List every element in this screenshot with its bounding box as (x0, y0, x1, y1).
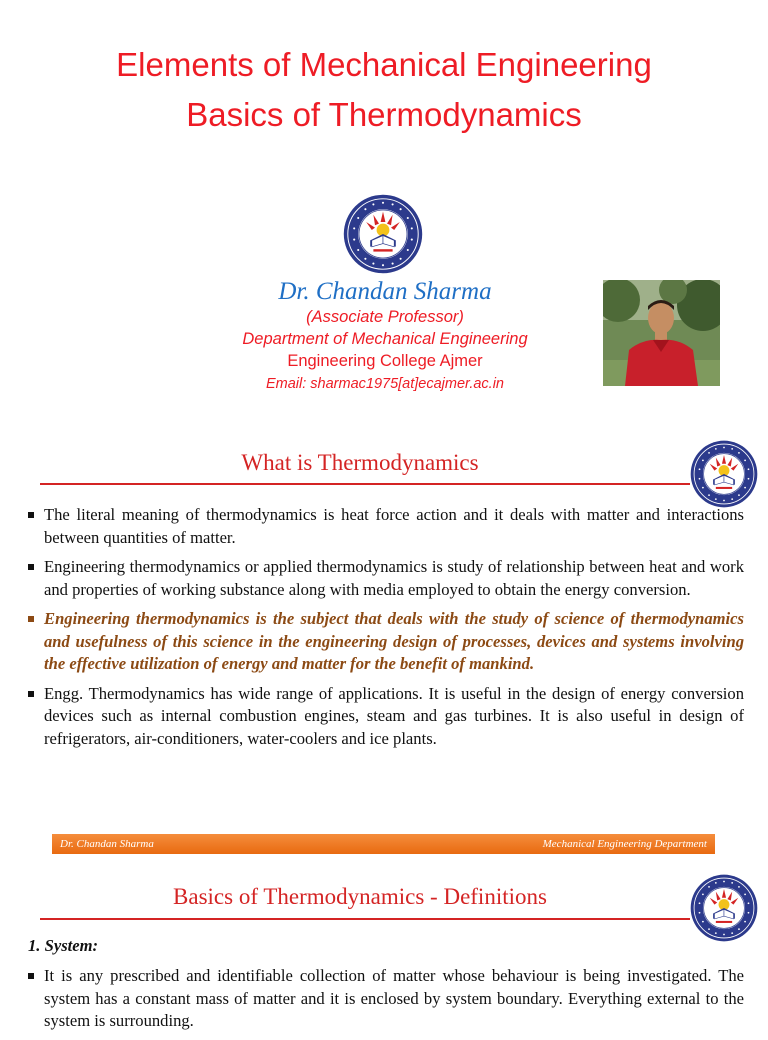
square-bullet-icon (28, 512, 34, 518)
list-item: The literal meaning of thermodynamics is heat force action and it deals with matter and interactions between quantities of matter. (28, 504, 744, 549)
definition-title: 1. System: (28, 936, 99, 955)
author-email: Email: sharmac1975[at]ecajmer.ac.in (265, 376, 504, 392)
slide-heading: Basics of Thermodynamics - Definitions (173, 884, 547, 909)
slide-heading: What is Thermodynamics (241, 450, 479, 475)
list-item: Engg. Thermodynamics has wide range of applications. It is useful in the design of energy conversion devices such as internal combustion engines, steam and gas turbines. It is also useful in design of refrigerators, air-conditioners, water-coolers and ice plants. (28, 683, 744, 751)
heading-rule (40, 483, 690, 485)
author-department: Department of Mechanical Engineering (242, 330, 528, 348)
slide-definitions (0, 864, 768, 1030)
list-item-highlighted: Engineering thermodynamics is the subject that deals with the study of science of thermodynamics and usefulness of this science in the engineering design of processes, devices and systems involving the effective utilization of energy and matter for the benefit of mankind. (28, 608, 744, 676)
college-logo (690, 440, 758, 508)
slide-footer (52, 834, 715, 854)
author-role: (Associate Professor) (306, 308, 464, 326)
square-bullet-icon (28, 616, 34, 622)
square-bullet-icon (28, 973, 34, 979)
college-logo (690, 874, 758, 942)
square-bullet-icon (28, 691, 34, 697)
bullet-list (28, 504, 744, 757)
author-name: Dr. Chandan Sharma (278, 278, 492, 305)
author-photo (603, 280, 720, 386)
course-title: Elements of Mechanical Engineering (116, 46, 652, 83)
footer-author: Dr. Chandan Sharma (60, 838, 154, 850)
list-item: It is any prescribed and identifiable collection of matter whose behaviour is being investigated. The system has a constant mass of matter and it is enclosed by system boundary. Everything external to the system is surrounding. (28, 965, 744, 1033)
list-item: Engineering thermodynamics or applied thermodynamics is study of relationship between heat and work and properties of working substance along with media employed to obtain the energy conversion. (28, 556, 744, 601)
slide-what-is-thermodynamics (0, 420, 768, 864)
college-logo (343, 194, 423, 274)
title-slide (0, 0, 768, 420)
course-subtitle: Basics of Thermodynamics (186, 96, 582, 133)
author-college: Engineering College Ajmer (287, 352, 483, 370)
footer-department: Mechanical Engineering Department (542, 838, 707, 850)
heading-rule (40, 918, 690, 920)
square-bullet-icon (28, 564, 34, 570)
bullet-list (28, 965, 744, 1040)
